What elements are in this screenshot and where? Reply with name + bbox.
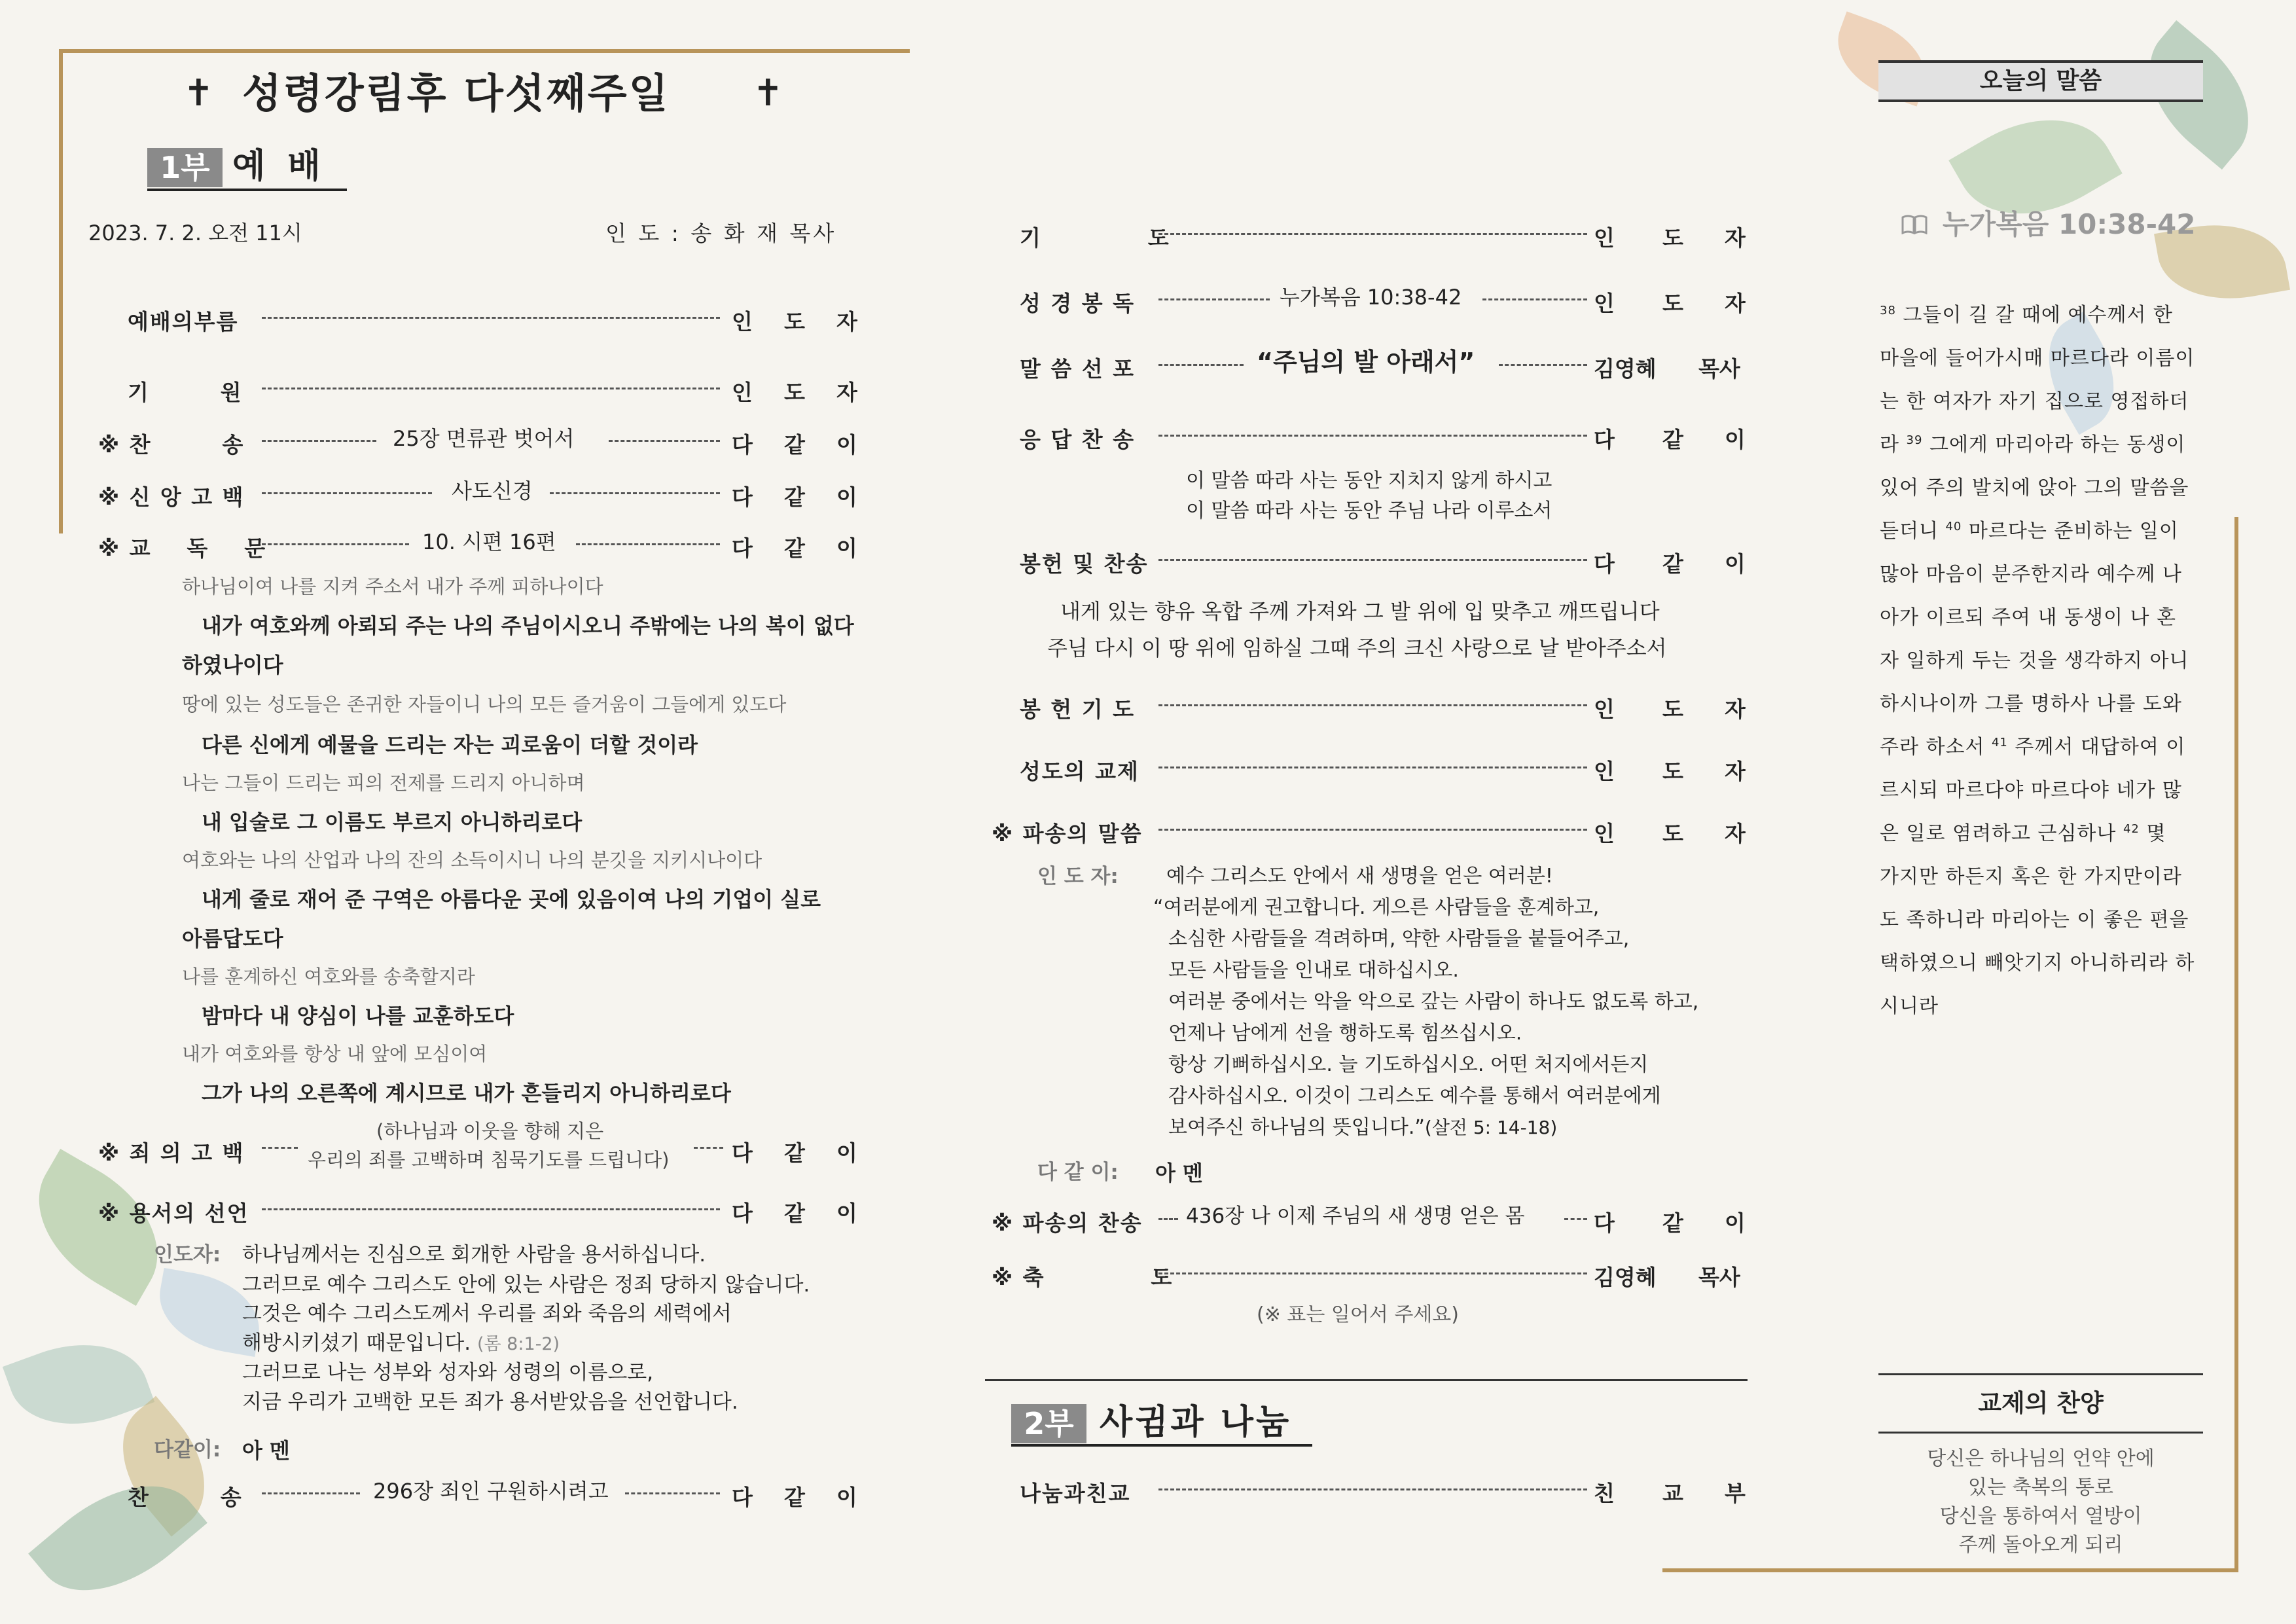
service-date: 2023. 7. 2. 오전 11시	[88, 221, 302, 245]
gold-frame-right-bottom	[1662, 1568, 2238, 1572]
book-icon	[1901, 215, 1928, 234]
pardon-speaker: 인도자:	[154, 1243, 221, 1267]
part1-title: 예 배	[232, 147, 326, 186]
fellowship-song-header: 교제의 찬양	[1878, 1373, 2203, 1434]
gold-frame-right-side	[2234, 517, 2238, 1571]
sending-response-label: 다 같 이:	[1037, 1161, 1119, 1184]
leaf-decoration	[11, 1149, 185, 1306]
part1-underline	[147, 189, 347, 191]
part2-underline	[1011, 1444, 1312, 1447]
leaf-decoration	[2027, 312, 2136, 435]
gold-frame-left-side	[59, 49, 63, 533]
part2-top-rule	[985, 1379, 1748, 1381]
part1-badge: 1부	[147, 148, 223, 187]
sending-speaker: 인 도 자:	[1037, 865, 1119, 888]
sending-response: 아 멘	[1155, 1161, 1203, 1185]
service-leader: 인 도 : 송 화 재 목사	[605, 221, 837, 246]
part2-title: 사귐과 나눔	[1100, 1403, 1292, 1442]
part2-badge: 2부	[1011, 1404, 1086, 1443]
cross-icon: ✝	[183, 72, 214, 115]
today-word-ref: 누가복음 10:38-42	[1943, 208, 2196, 240]
gold-frame-left-top	[59, 49, 910, 53]
stand-note: (※ 표는 일어서 주세요)	[1257, 1303, 1459, 1326]
today-word-header: 오늘의 말씀	[1878, 60, 2203, 102]
pardon-response-label: 다같이:	[154, 1438, 221, 1462]
cross-icon: ✝	[753, 72, 783, 115]
pardon-response: 아 멘	[242, 1438, 290, 1463]
page-title: 성령강림후 다섯째주일	[242, 69, 670, 117]
